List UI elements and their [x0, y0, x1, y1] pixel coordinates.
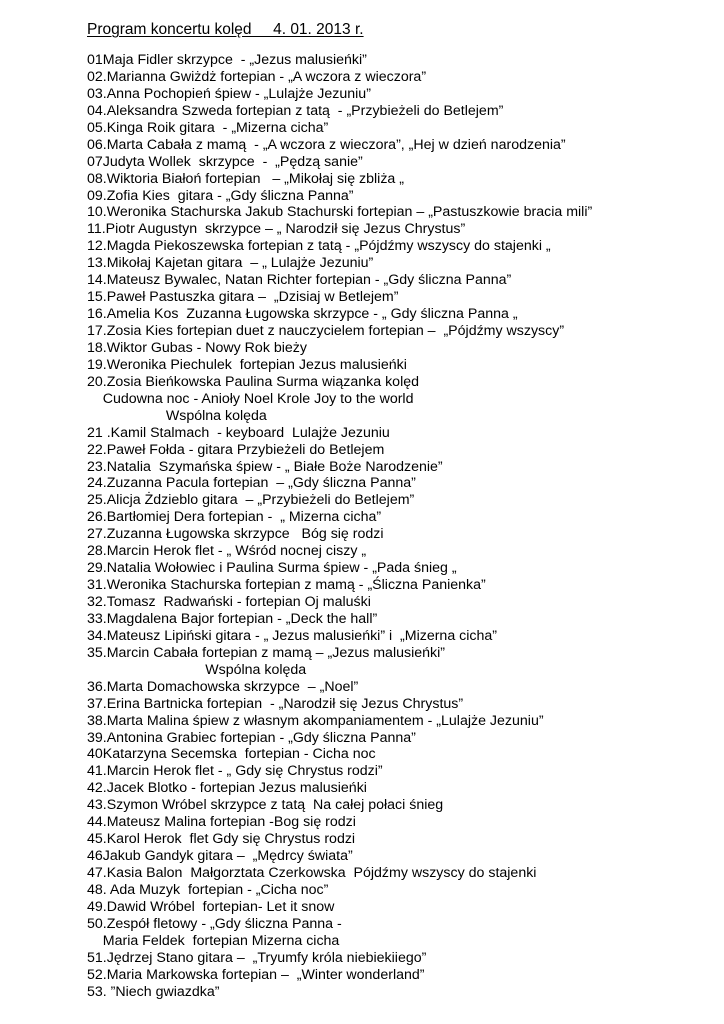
program-entry: 09.Zofia Kies gitara - „Gdy śliczna Panna”	[87, 187, 354, 204]
program-entry: Wspólna kolęda	[87, 407, 267, 424]
program-entry: 08.Wiktoria Białoń fortepian – „Mikołaj się zbliża „	[87, 170, 404, 187]
program-entry: 27.Zuzanna Ługowska skrzypce Bóg się rodzi	[87, 526, 384, 543]
program-entry: 22.Paweł Fołda - gitara Przybieżeli do Betlejem	[87, 441, 385, 458]
program-entry: 43.Szymon Wróbel skrzypce z tatą Na całej połaci śnieg	[87, 797, 444, 814]
program-entry: 53. ”Niech gwiazdka”	[87, 983, 220, 1000]
program-entry: 49.Dawid Wróbel fortepian- Let it snow	[87, 898, 335, 915]
program-entry: 51.Jędrzej Stano gitara – „Tryumfy króla niebiekiiego”	[87, 949, 427, 966]
program-entry: 19.Weronika Piechulek fortepian Jezus malusieńki	[87, 356, 407, 373]
program-entry: 40Katarzyna Secemska fortepian - Cicha noc	[87, 746, 376, 763]
program-entry: 46Jakub Gandyk gitara – „Mędrcy świata”	[87, 848, 353, 865]
program-entry: 23.Natalia Szymańska śpiew - „ Białe Boże Narodzenie”	[87, 458, 443, 475]
program-entry: 42.Jacek Blotko - fortepian Jezus malusieńki	[87, 780, 367, 797]
program-entry: 41.Marcin Herok flet - „ Gdy się Chrystus rodzi”	[87, 763, 383, 780]
program-entry: 15.Paweł Pastuszka gitara – „Dzisiaj w Betlejem”	[87, 289, 399, 306]
program-entry: 12.Magda Piekoszewska fortepian z tatą - „Pójdźmy wszyscy do stajenki „	[87, 238, 551, 255]
program-entry: 52.Maria Markowska fortepian – „Winter wonderland”	[87, 966, 425, 983]
program-entry: 02.Marianna Gwiżdż fortepian - „A wczora z wieczora”	[87, 68, 427, 85]
program-entry: 04.Aleksandra Szweda fortepian z tatą - „Przybieżeli do Betlejem”	[87, 102, 504, 119]
program-entry: 20.Zosia Bieńkowska Paulina Surma wiązanka kolęd	[87, 373, 420, 390]
program-entry: 36.Marta Domachowska skrzypce – „Noel”	[87, 678, 359, 695]
program-entry: 33.Magdalena Bajor fortepian - „Deck the hall”	[87, 610, 378, 627]
program-entry: 48. Ada Muzyk fortepian - „Cicha noc”	[87, 881, 329, 898]
program-entry: 35.Marcin Cabała fortepian z mamą – „Jezus malusieńki”	[87, 644, 445, 661]
program-entry: 26.Bartłomiej Dera fortepian - „ Mizerna cicha”	[87, 509, 382, 526]
program-entry: 47.Kasia Balon Małgorztata Czerkowska Pójdźmy wszyscy do stajenki	[87, 865, 537, 881]
program-entry: 31.Weronika Stachurska fortepian z mamą - „Śliczna Panienka”	[87, 577, 486, 594]
program-entry: 16.Amelia Kos Zuzanna Ługowska skrzypce - „ Gdy śliczna Panna „	[87, 306, 518, 323]
program-entry: 05.Kinga Roik gitara - „Mizerna cicha”	[87, 119, 329, 136]
program-entry: 17.Zosia Kies fortepian duet z nauczycielem fortepian – „Pójdźmy wszyscy”	[87, 323, 565, 339]
program-entry: 21 .Kamil Stalmach - keyboard Lulajże Jezuniu	[87, 424, 390, 441]
program-entry: 14.Mateusz Bywalec, Natan Richter fortepian - „Gdy śliczna Panna”	[87, 272, 512, 289]
program-entry: 44.Mateusz Malina fortepian -Bog się rodzi	[87, 814, 356, 831]
program-entry: 25.Alicja Żdzieblo gitara – „Przybieżeli do Betlejem”	[87, 492, 415, 509]
program-entry: 34.Mateusz Lipiński gitara - „ Jezus malusieńki” i „Mizerna cicha”	[87, 627, 498, 644]
program-entry: 03.Anna Pochopień śpiew - „Lulajże Jezuniu”	[87, 85, 371, 102]
program-entry: 18.Wiktor Gubas - Nowy Rok bieży	[87, 339, 307, 356]
program-entry: 11.Piotr Augustyn skrzypce – „ Narodził się Jezus Chrystus”	[87, 221, 466, 238]
program-entry: Wspólna kolęda	[87, 661, 307, 678]
program-entry: 50.Zespół fletowy - „Gdy śliczna Panna -	[87, 915, 342, 932]
program-entry: 29.Natalia Wołowiec i Paulina Surma śpiew - „Pada śnieg „	[87, 560, 457, 577]
program-entry: Maria Feldek fortepian Mizerna cicha	[87, 932, 340, 949]
program-entry: 32.Tomasz Radwański - fortepian Oj maluśki	[87, 594, 371, 610]
program-entry: Cudowna noc - Anioły Noel Krole Joy to the world	[87, 390, 414, 407]
program-entry: 24.Zuzanna Paculа fortepian – „Gdy śliczna Panna”	[87, 475, 416, 492]
program-list	[87, 52, 707, 1001]
program-entry: 37.Erina Bartnicka fortepian - „Narodził się Jezus Chrystus”	[87, 695, 464, 712]
program-entry: 06.Marta Cabała z mamą - „A wczora z wieczora”, „Hej w dzień narodzenia”	[87, 136, 566, 153]
program-entry: 28.Marcin Herok flet - „ Wśród nocnej ciszy „	[87, 543, 367, 560]
program-entry: 07Judyta Wollek skrzypce - „Pędzą sanie”	[87, 153, 363, 170]
program-entry: 38.Marta Malina śpiew z własnym akompaniamentem - „Lulajże Jezuniu”	[87, 712, 544, 729]
page-title: Program koncertu kolęd 4. 01. 2013 r.	[87, 21, 364, 38]
program-entry: 10.Weronika Stachurska Jakub Stachurski fortepian – „Pastuszkowie bracia mili”	[87, 204, 593, 221]
program-entry: 39.Antonina Grabiec fortepian - „Gdy śliczna Panna”	[87, 729, 416, 746]
program-entry: 13.Mikołaj Kajetan gitara – „ Lulajże Jezuniu”	[87, 255, 374, 272]
program-entry: 01Maja Fidler skrzypce - „Jezus malusieńki”	[87, 52, 367, 68]
program-entry: 45.Karol Herok flet Gdy się Chrystus rodzi	[87, 831, 356, 848]
